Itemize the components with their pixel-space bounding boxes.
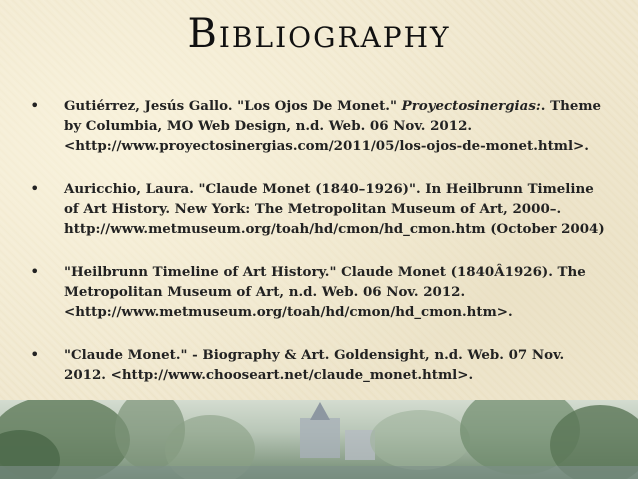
reference-text: "Heilbrunn Timeline of Art History." Claude Monet (1840Â1926). The Metropolitan Museum of Art, n.d. Web. 06 Nov. 2012. <http://www.metmuseum.org/toah/hd/cmon/hd_cmon.htm>.: [64, 264, 586, 320]
reference-text: Auricchio, Laura. "Claude Monet (1840–1926)". In Heilbrunn Timeline of Art History. New York: The Metropolitan Museum of Art, 2000–. http://www.metmuseum.org/toah/hd/cmon/hd_cmon.htm (October 2004): [64, 181, 605, 237]
painting-illustration: [0, 400, 638, 479]
bullet-icon: •: [30, 179, 40, 198]
list-item: [30, 262, 610, 322]
reference-text: Gutiérrez, Jesús Gallo. "Los Ojos De Monet." Proyectosinergias:. Theme by Columbia, MO Web Design, n.d. Web. 06 Nov. 2012. <http://www.proyectosinergias.com/2011/05/los-ojos-de-monet.html>.: [64, 98, 602, 154]
bullet-icon: •: [30, 96, 40, 115]
bullet-icon: •: [30, 262, 40, 281]
monet-painting-strip: [0, 400, 638, 479]
reference-text: "Claude Monet." - Biography & Art. Goldensight, n.d. Web. 07 Nov. 2012. <http://www.chooseart.net/claude_monet.html>.: [64, 347, 565, 383]
list-item: [30, 96, 610, 156]
reference-italic: Proyectosinergias:: [401, 98, 541, 114]
slide-title: Bibliography: [187, 11, 451, 57]
bibliography-list: [30, 96, 610, 408]
list-item: [30, 345, 610, 385]
bullet-icon: •: [30, 345, 40, 364]
list-item: [30, 179, 610, 239]
